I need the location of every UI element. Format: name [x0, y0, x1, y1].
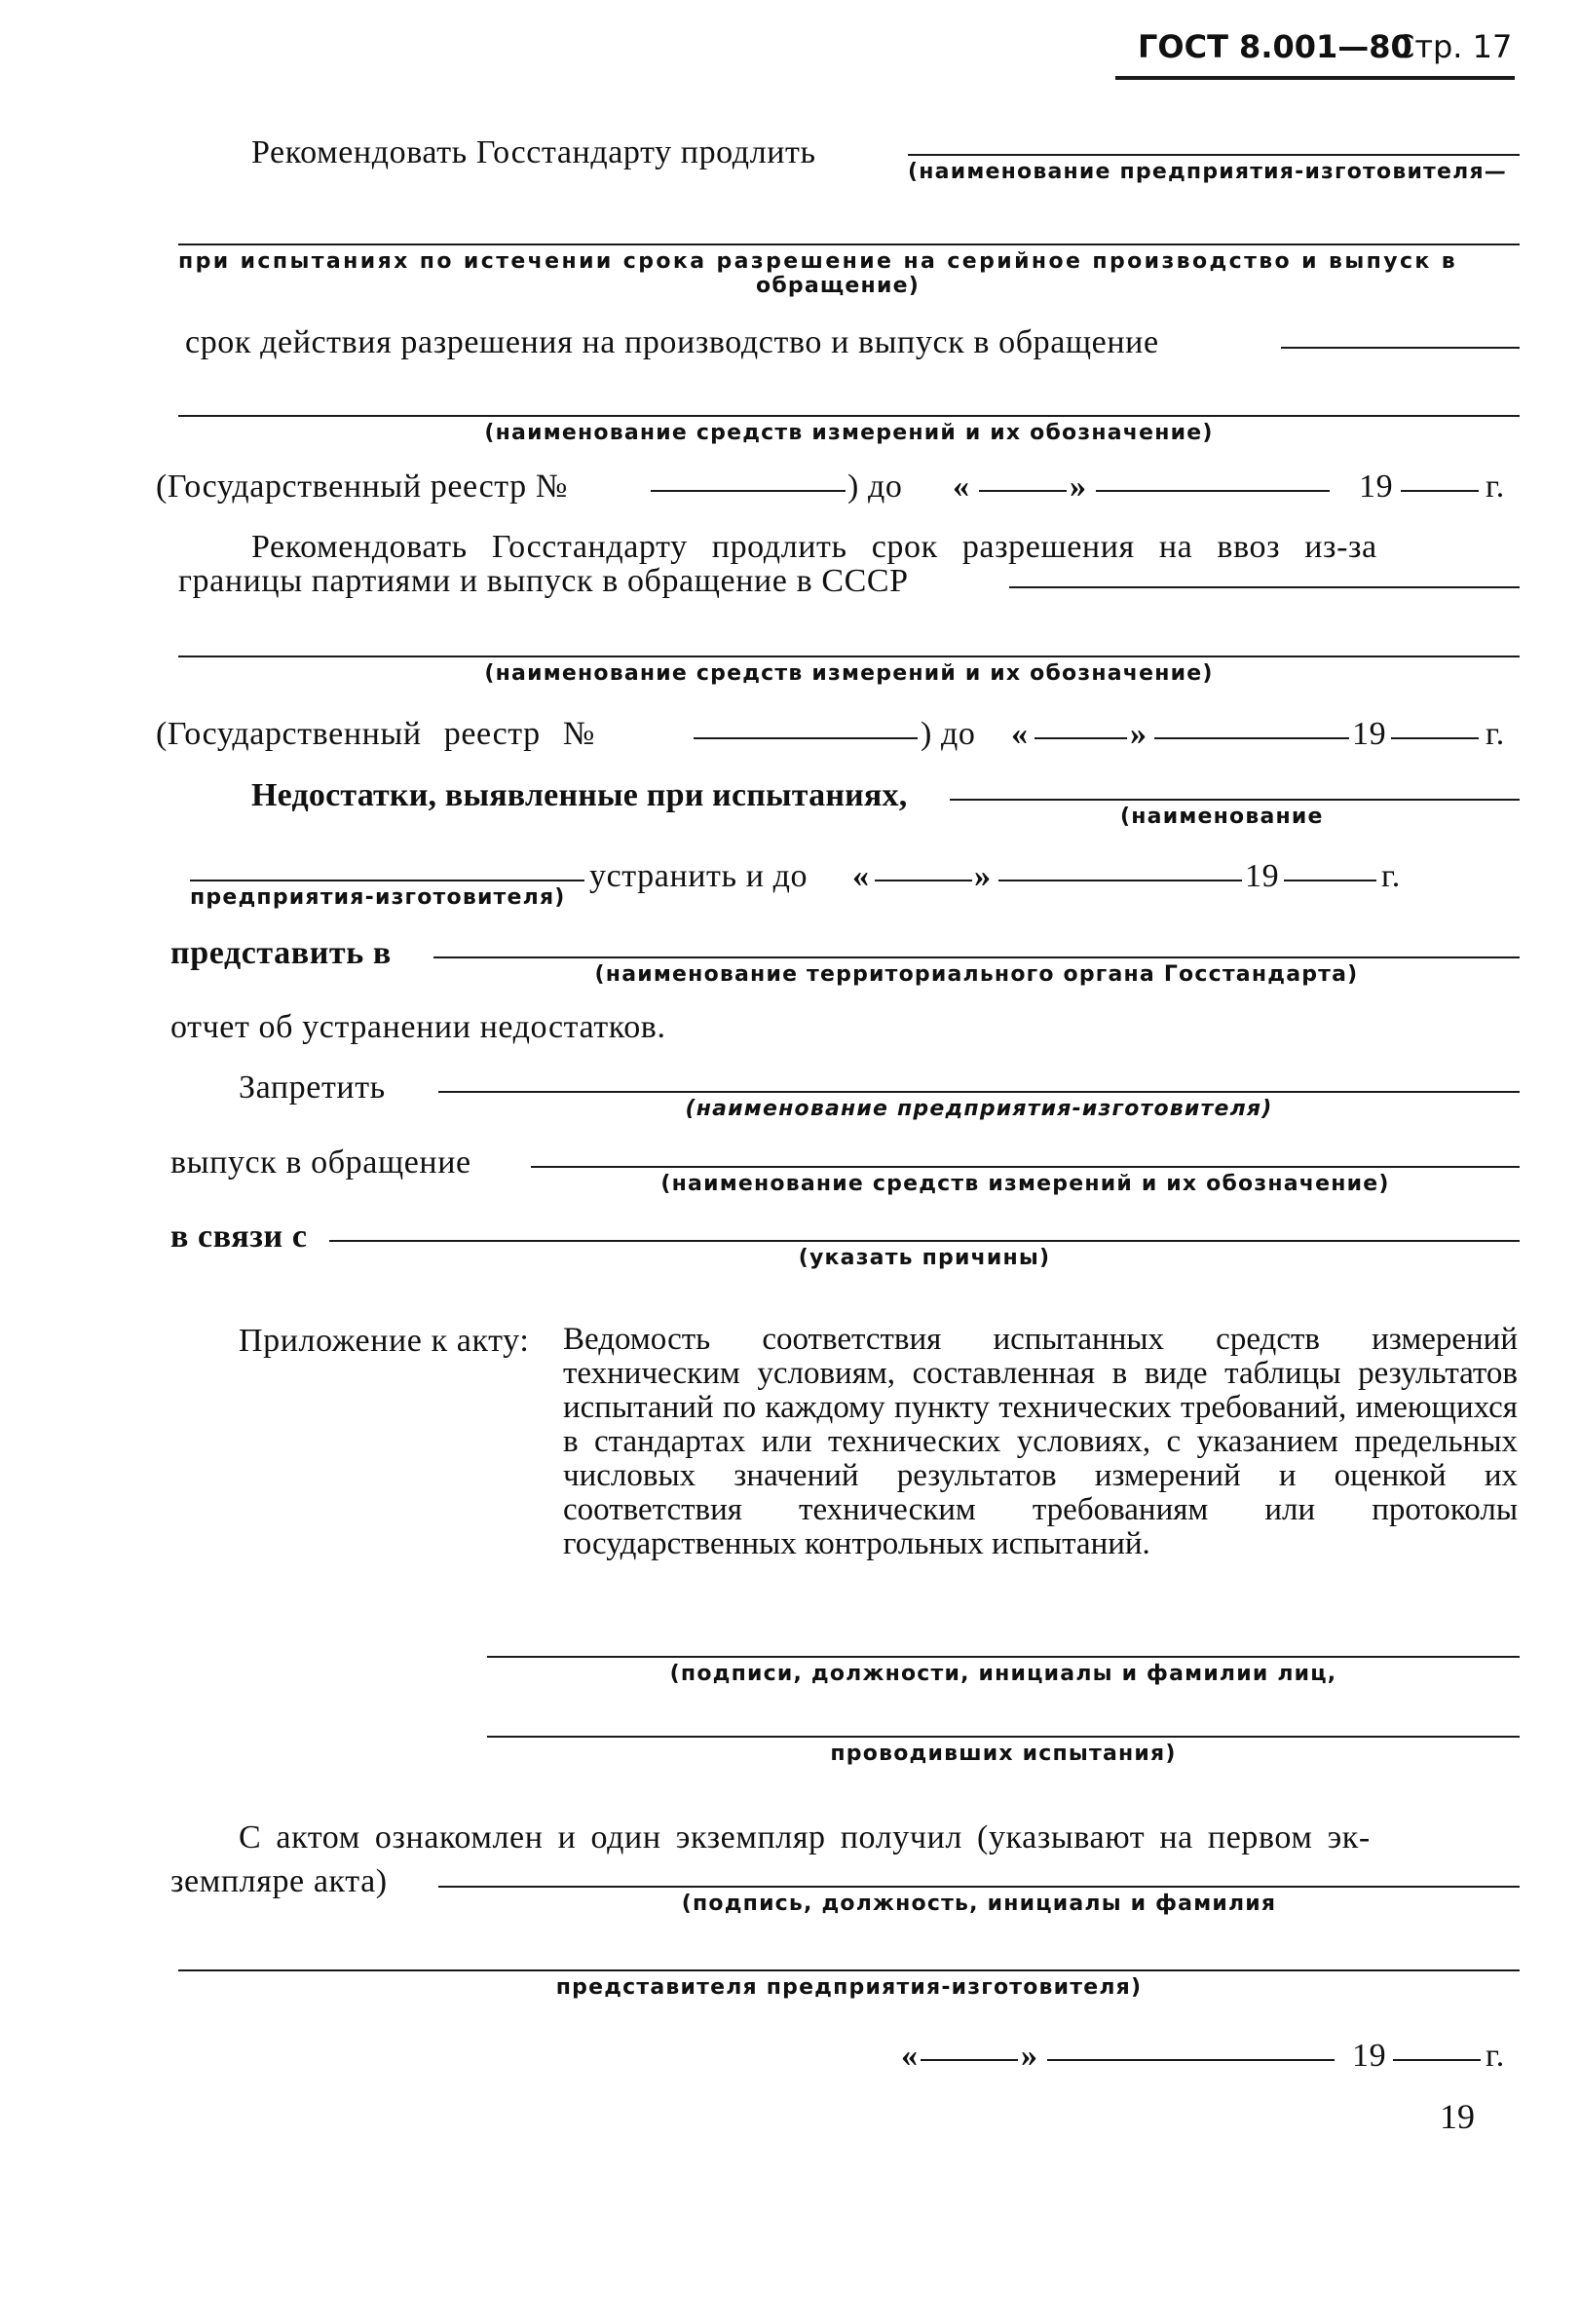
- s3-present: представить в: [170, 935, 392, 971]
- s2-year: 19: [1352, 716, 1387, 752]
- ack-caption1: (подпись, должность, инициалы и фамилия: [681, 1892, 1277, 1916]
- s1-quote-open: «: [953, 469, 970, 505]
- s2-blank2: [178, 656, 1520, 657]
- s3-quote-open: «: [852, 858, 870, 894]
- s1-quote-close: »: [1070, 469, 1087, 505]
- s4-blank2: [531, 1166, 1520, 1168]
- s1-caption2: при испытаниях по истечении срока разрешение на серийное производство и выпуск в: [178, 249, 1458, 274]
- s1-g: г.: [1486, 469, 1505, 505]
- ack-line1: С актом ознакомлен и один экземпляр получил (указывают на первом эк-: [239, 1819, 1371, 1855]
- s3-caption3: (наименование территориального органа Госстандарта): [594, 962, 1359, 987]
- s2-year-blank: [1391, 737, 1479, 739]
- s3-blank3: [433, 956, 1520, 958]
- signatures-caption2: проводивших испытания): [830, 1742, 1177, 1766]
- s2-registry-close: ) до: [921, 716, 976, 752]
- ack-line2: земпляре акта): [170, 1863, 388, 1899]
- signatures-blank2: [487, 1736, 1520, 1738]
- s4-blank3: [329, 1240, 1520, 1242]
- ack-month-blank: [1047, 2059, 1335, 2061]
- s3-blank1: [950, 799, 1520, 801]
- appendix-label: Приложение к акту:: [239, 1323, 530, 1359]
- s3-line1: Недостатки, выявленные при испытаниях,: [251, 777, 908, 813]
- s1-month-blank: [1096, 490, 1330, 492]
- s4-forbid: Запретить: [239, 1069, 386, 1106]
- s1-caption4: (наименование средств измерений и их обозначение): [484, 421, 1214, 445]
- s2-registry-blank: [694, 737, 918, 739]
- s3-blank2: [190, 880, 584, 881]
- header-rule: [1115, 76, 1515, 80]
- s1-registry-blank: [651, 490, 846, 492]
- s3-report: отчет об устранении недостатков.: [170, 1009, 666, 1045]
- s3-day-blank: [875, 880, 972, 881]
- s2-blank1: [1009, 586, 1520, 588]
- s4-because: в связи с: [170, 1218, 308, 1255]
- s3-year: 19: [1245, 858, 1280, 894]
- ack-day-blank: [921, 2059, 1018, 2061]
- s2-line1: Рекомендовать Госстандарту продлить срок разрешения на ввоз из-за: [251, 529, 1377, 565]
- ack-year-blank: [1393, 2059, 1481, 2061]
- s3-caption1: (наименование: [1120, 805, 1324, 829]
- s4-caption2: (наименование средств измерений и их обозначение): [660, 1172, 1390, 1196]
- s1-line2: срок действия разрешения на производство и выпуск в обращение: [185, 324, 1159, 360]
- s1-blank4: [178, 415, 1520, 417]
- s3-caption2: предприятия-изготовителя): [190, 885, 566, 910]
- page-number: 19: [1440, 2097, 1475, 2136]
- s1-blank3: [1281, 347, 1520, 349]
- ack-blank2: [178, 1969, 1520, 1971]
- s1-blank1: [908, 154, 1520, 156]
- s3-month-blank: [998, 880, 1242, 881]
- s1-year-blank: [1401, 490, 1479, 492]
- ack-quote-open: «: [901, 2038, 919, 2074]
- header-page: Стр. 17: [1393, 28, 1513, 65]
- s2-day-blank: [1035, 737, 1127, 739]
- s2-quote-close: »: [1130, 716, 1147, 752]
- s2-month-blank: [1154, 737, 1349, 739]
- s3-g: г.: [1381, 858, 1401, 894]
- s2-registry-open: (Государственный реестр №: [156, 716, 595, 752]
- s2-caption1: (наименование средств измерений и их обозначение): [484, 661, 1214, 686]
- ack-year: 19: [1352, 2038, 1387, 2074]
- s3-year-blank: [1284, 880, 1376, 881]
- ack-caption2: представителя предприятия-изготовителя): [555, 1975, 1143, 2000]
- s1-year: 19: [1359, 469, 1394, 505]
- s2-g: г.: [1486, 716, 1505, 752]
- s1-caption1: (наименование предприятия-изготовителя—: [908, 160, 1507, 184]
- s1-caption3: обращение): [756, 274, 920, 298]
- ack-quote-close: »: [1021, 2038, 1038, 2074]
- s1-registry-open: (Государственный реестр №: [156, 469, 568, 505]
- s3-fix: устранить и до: [589, 858, 809, 894]
- s1-registry-close: ) до: [847, 469, 903, 505]
- signatures-blank1: [487, 1656, 1520, 1658]
- s2-quote-open: «: [1011, 716, 1029, 752]
- s1-line1: Рекомендовать Госстандарту продлить: [251, 134, 816, 170]
- s1-day-blank: [979, 490, 1067, 492]
- ack-g: г.: [1486, 2038, 1505, 2074]
- s3-quote-close: »: [974, 858, 992, 894]
- s4-caption1: (наименование предприятия-изготовителя): [685, 1097, 1273, 1121]
- ack-blank1: [438, 1886, 1520, 1888]
- s4-blank1: [438, 1091, 1520, 1093]
- s1-blank2: [178, 244, 1520, 245]
- s4-release: выпуск в обращение: [170, 1144, 471, 1181]
- signatures-caption1: (подписи, должности, инициалы и фамилии лиц,: [669, 1662, 1337, 1686]
- s4-caption3: (указать причины): [798, 1246, 1051, 1270]
- s2-line2: границы партиями и выпуск в обращение в СССР: [178, 563, 909, 599]
- header-gost: ГОСТ 8.001—80: [1138, 28, 1412, 65]
- appendix-text: Ведомость соответствия испытанных средств измерений техническим условиям, составленная в виде таблицы результатов испытаний по каждому пункту технических требований, имеющихся в стандартах или технических условиях, с указанием предельных числовых значений результатов измерений и оценкой их соответствия техническим требованиям или протоколы государственных контрольных испытаний.: [563, 1322, 1518, 1561]
